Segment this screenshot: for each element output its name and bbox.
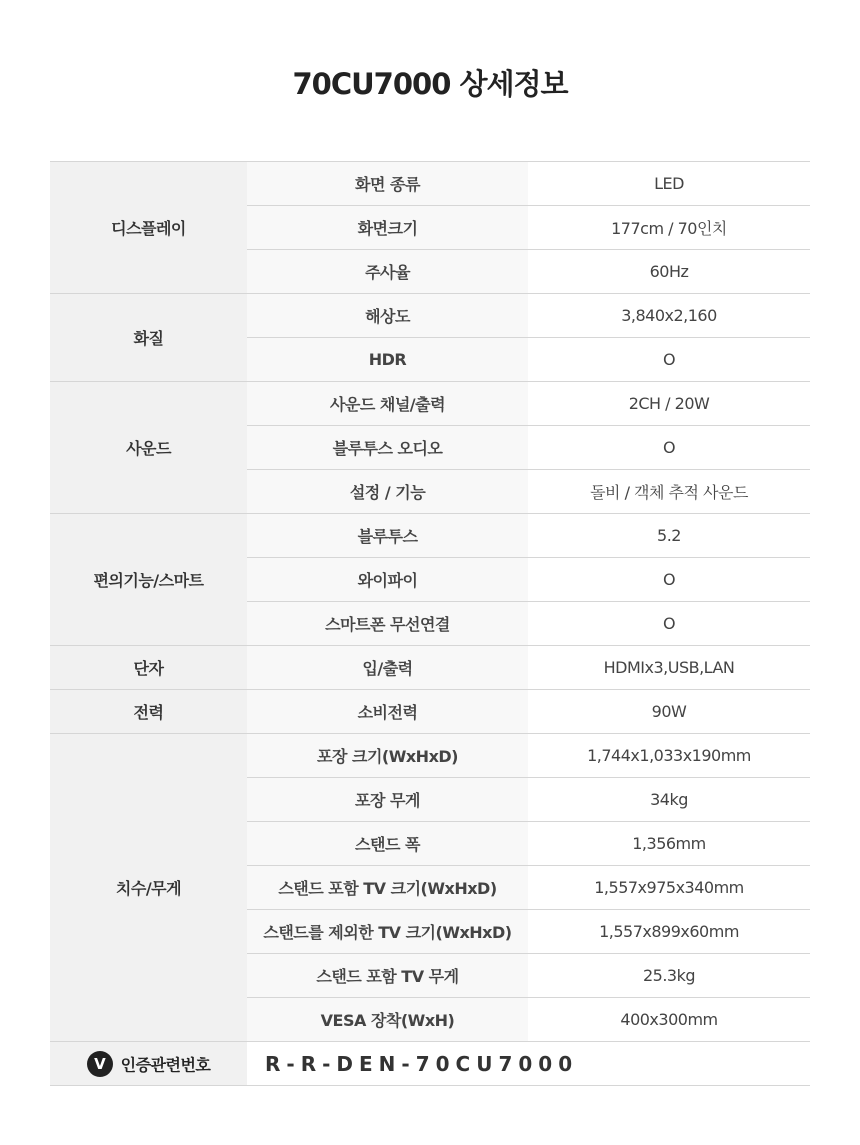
page-title: 70CU7000 상세정보	[292, 67, 568, 101]
spec-label: 주사율	[247, 250, 528, 294]
spec-value: 1,557x975x340mm	[528, 866, 810, 910]
spec-category: 화질	[50, 294, 247, 382]
spec-row	[50, 734, 810, 778]
spec-value: 2CH / 20W	[528, 382, 810, 426]
spec-value: 1,744x1,033x190mm	[528, 734, 810, 778]
spec-category: 전력	[50, 690, 247, 734]
spec-label: HDR	[247, 338, 528, 382]
certification-row	[50, 1042, 810, 1086]
spec-label: 와이파이	[247, 558, 528, 602]
certification-label-cell	[50, 1042, 247, 1086]
spec-label: 포장 크기(WxHxD)	[247, 734, 528, 778]
spec-label: 입/출력	[247, 646, 528, 690]
spec-label: 스마트폰 무선연결	[247, 602, 528, 646]
spec-row	[50, 690, 810, 734]
spec-label: 스탠드 폭	[247, 822, 528, 866]
spec-label: 화면 종류	[247, 162, 528, 206]
spec-value: 60Hz	[528, 250, 810, 294]
spec-value: O	[528, 338, 810, 382]
spec-value: LED	[528, 162, 810, 206]
spec-label: 포장 무게	[247, 778, 528, 822]
spec-value: 1,356mm	[528, 822, 810, 866]
spec-row	[50, 514, 810, 558]
spec-row	[50, 646, 810, 690]
spec-label: 소비전력	[247, 690, 528, 734]
spec-value: 400x300mm	[528, 998, 810, 1042]
spec-value: 90W	[528, 690, 810, 734]
spec-value: O	[528, 558, 810, 602]
spec-value: 돌비 / 객체 추적 사운드	[528, 470, 810, 514]
certification-number: R-R-DEN-70CU7000	[247, 1042, 810, 1086]
spec-row	[50, 162, 810, 206]
spec-table	[50, 161, 810, 1086]
spec-value: 34kg	[528, 778, 810, 822]
spec-value: HDMIx3,USB,LAN	[528, 646, 810, 690]
spec-row	[50, 382, 810, 426]
spec-label: 스탠드를 제외한 TV 크기(WxHxD)	[247, 910, 528, 954]
spec-label: 스탠드 포함 TV 크기(WxHxD)	[247, 866, 528, 910]
spec-label: 설정 / 기능	[247, 470, 528, 514]
spec-row	[50, 294, 810, 338]
spec-label: 스탠드 포함 TV 무게	[247, 954, 528, 998]
spec-label: 해상도	[247, 294, 528, 338]
spec-value: O	[528, 602, 810, 646]
spec-value: 177cm / 70인치	[528, 206, 810, 250]
spec-value: 1,557x899x60mm	[528, 910, 810, 954]
spec-value: 25.3kg	[528, 954, 810, 998]
spec-table-body	[50, 162, 810, 1086]
spec-label: VESA 장착(WxH)	[247, 998, 528, 1042]
spec-category: 단자	[50, 646, 247, 690]
spec-label: 블루투스 오디오	[247, 426, 528, 470]
spec-value: 5.2	[528, 514, 810, 558]
certification-label: 인증관련번호	[120, 1055, 211, 1074]
certification-check-icon: V	[87, 1051, 113, 1077]
spec-value: O	[528, 426, 810, 470]
spec-label: 사운드 채널/출력	[247, 382, 528, 426]
spec-category: 치수/무게	[50, 734, 247, 1042]
spec-label: 화면크기	[247, 206, 528, 250]
spec-label: 블루투스	[247, 514, 528, 558]
spec-category: 편의기능/스마트	[50, 514, 247, 646]
spec-category: 사운드	[50, 382, 247, 514]
spec-category: 디스플레이	[50, 162, 247, 294]
spec-value: 3,840x2,160	[528, 294, 810, 338]
